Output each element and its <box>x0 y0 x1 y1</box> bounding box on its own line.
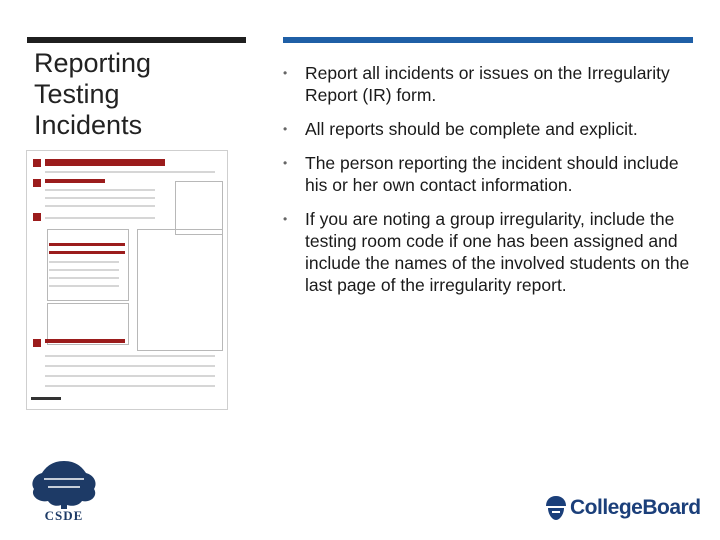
form-line <box>49 277 119 279</box>
section-header <box>45 159 165 166</box>
bullet-item <box>283 152 703 196</box>
highlight-line <box>49 251 125 254</box>
bullet-text: Report all incidents or issues on the Irregularity Report (IR) form. <box>305 63 670 105</box>
form-line <box>45 189 155 191</box>
section-header <box>45 339 125 343</box>
form-line <box>45 217 155 219</box>
bullet-icon: • <box>283 122 288 136</box>
acorn-icon <box>544 494 568 522</box>
checkbox-list <box>47 229 129 301</box>
form-line <box>49 269 119 271</box>
college-board-logo-text: CollegeBoard <box>570 496 701 519</box>
bullet-text: If you are noting a group irregularity, include the testing room code if one has been assigned and include the names of the involved students on the last page of the irregularity report. <box>305 209 690 295</box>
form-line <box>45 365 215 367</box>
form-barcode <box>31 397 61 400</box>
form-line <box>45 385 215 387</box>
title-divider-bar <box>27 37 246 43</box>
section-number-icon <box>33 179 41 187</box>
form-line <box>45 355 215 357</box>
section-header <box>45 179 105 183</box>
checkbox-list <box>137 229 223 351</box>
irregularity-report-form-image <box>26 150 228 410</box>
form-line <box>45 171 215 173</box>
form-line <box>45 375 215 377</box>
bullet-item <box>283 208 703 296</box>
highlight-line <box>49 243 125 246</box>
section-number-icon <box>33 339 41 347</box>
bullet-text: The person reporting the incident should include his or her own contact information. <box>305 153 679 195</box>
bullet-icon: • <box>283 66 288 80</box>
form-line <box>49 261 119 263</box>
bullet-text: All reports should be complete and explicit. <box>305 119 638 139</box>
bullet-item <box>283 62 703 106</box>
csde-logo-text: CSDE <box>44 508 84 523</box>
form-line <box>45 197 155 199</box>
bullet-icon: • <box>283 212 288 226</box>
bullet-item <box>283 118 703 140</box>
bullet-icon: • <box>283 156 288 170</box>
form-line <box>49 285 119 287</box>
section-number-icon <box>33 213 41 221</box>
content-divider-bar <box>283 37 693 43</box>
section-number-icon <box>33 159 41 167</box>
slide-title: Reporting Testing Incidents <box>34 48 152 140</box>
bullet-list <box>283 62 703 308</box>
form-grid <box>175 181 223 235</box>
form-line <box>45 205 155 207</box>
